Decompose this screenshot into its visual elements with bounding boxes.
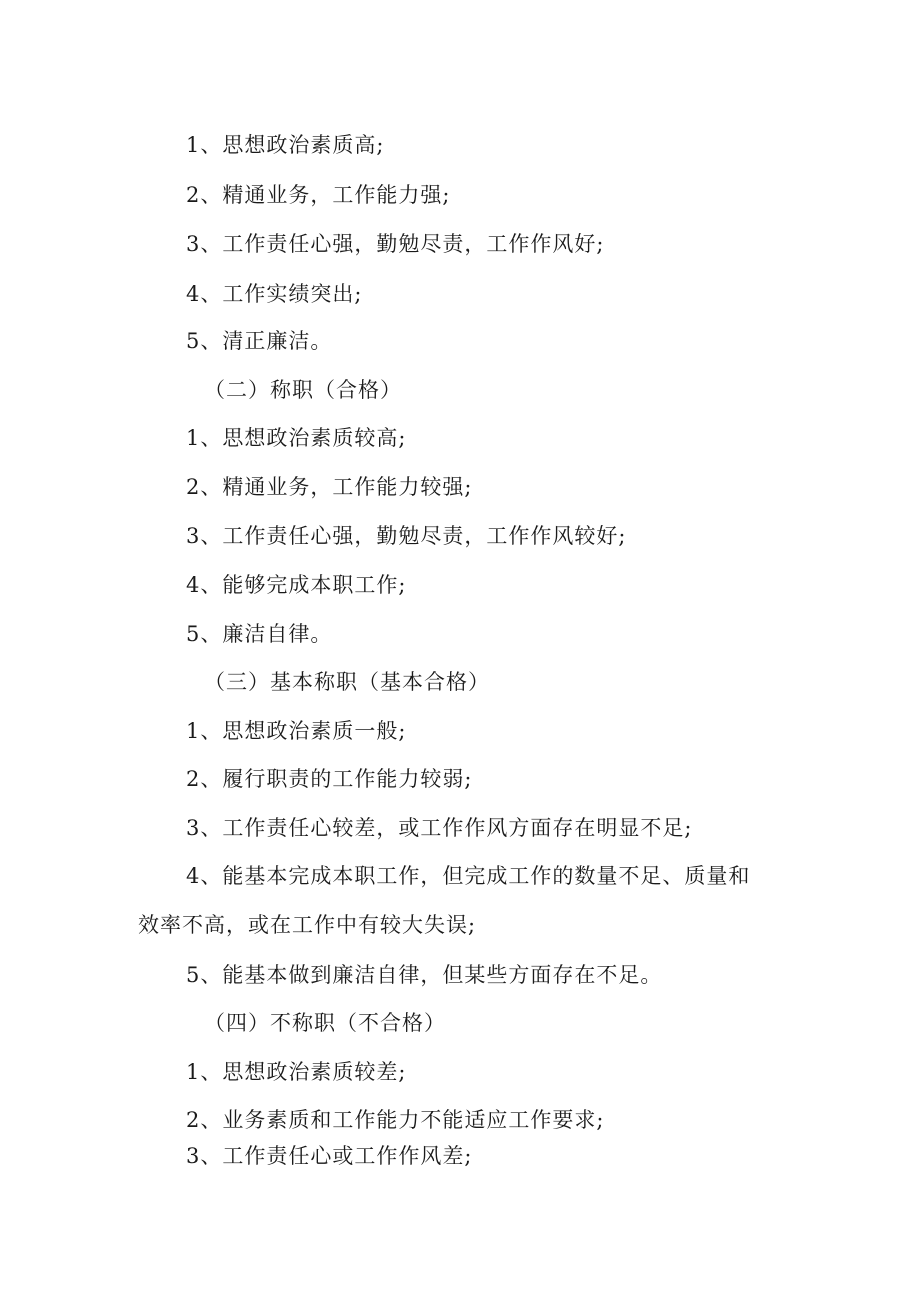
section-heading: （三）基本称职（基本合格） — [204, 670, 490, 694]
section-heading: （四）不称职（不合格） — [204, 1011, 446, 1035]
list-item: 1、思想政治素质较差; — [186, 1060, 407, 1084]
list-item: 3、工作责任心或工作作风差; — [186, 1144, 473, 1168]
list-item: 5、清正廉洁。 — [186, 329, 333, 353]
list-item: 2、履行职责的工作能力较弱; — [186, 767, 473, 791]
list-item: 5、廉洁自律。 — [186, 622, 333, 646]
list-item: 1、思想政治素质高; — [186, 133, 385, 157]
list-item: 4、能基本完成本职工作，但完成工作的数量不足、质量和 — [186, 864, 751, 888]
list-item: 4、工作实绩突出; — [186, 282, 363, 306]
list-item: 1、思想政治素质一般; — [186, 719, 407, 743]
list-item: 5、能基本做到廉洁自律，但某些方面存在不足。 — [186, 963, 663, 987]
list-item-continuation: 效率不高，或在工作中有较大失误; — [138, 913, 477, 937]
list-item: 3、工作责任心强，勤勉尽责，工作作风好; — [186, 232, 605, 256]
list-item: 3、工作责任心强，勤勉尽责，工作作风较好; — [186, 524, 627, 548]
list-item: 4、能够完成本职工作; — [186, 573, 407, 597]
section-heading: （二）称职（合格） — [204, 378, 402, 402]
list-item: 3、工作责任心较差，或工作作风方面存在明显不足; — [186, 816, 693, 840]
list-item: 1、思想政治素质较高; — [186, 426, 407, 450]
list-item: 2、精通业务，工作能力强; — [186, 183, 451, 207]
list-item: 2、精通业务，工作能力较强; — [186, 475, 473, 499]
list-item: 2、业务素质和工作能力不能适应工作要求; — [186, 1108, 605, 1132]
